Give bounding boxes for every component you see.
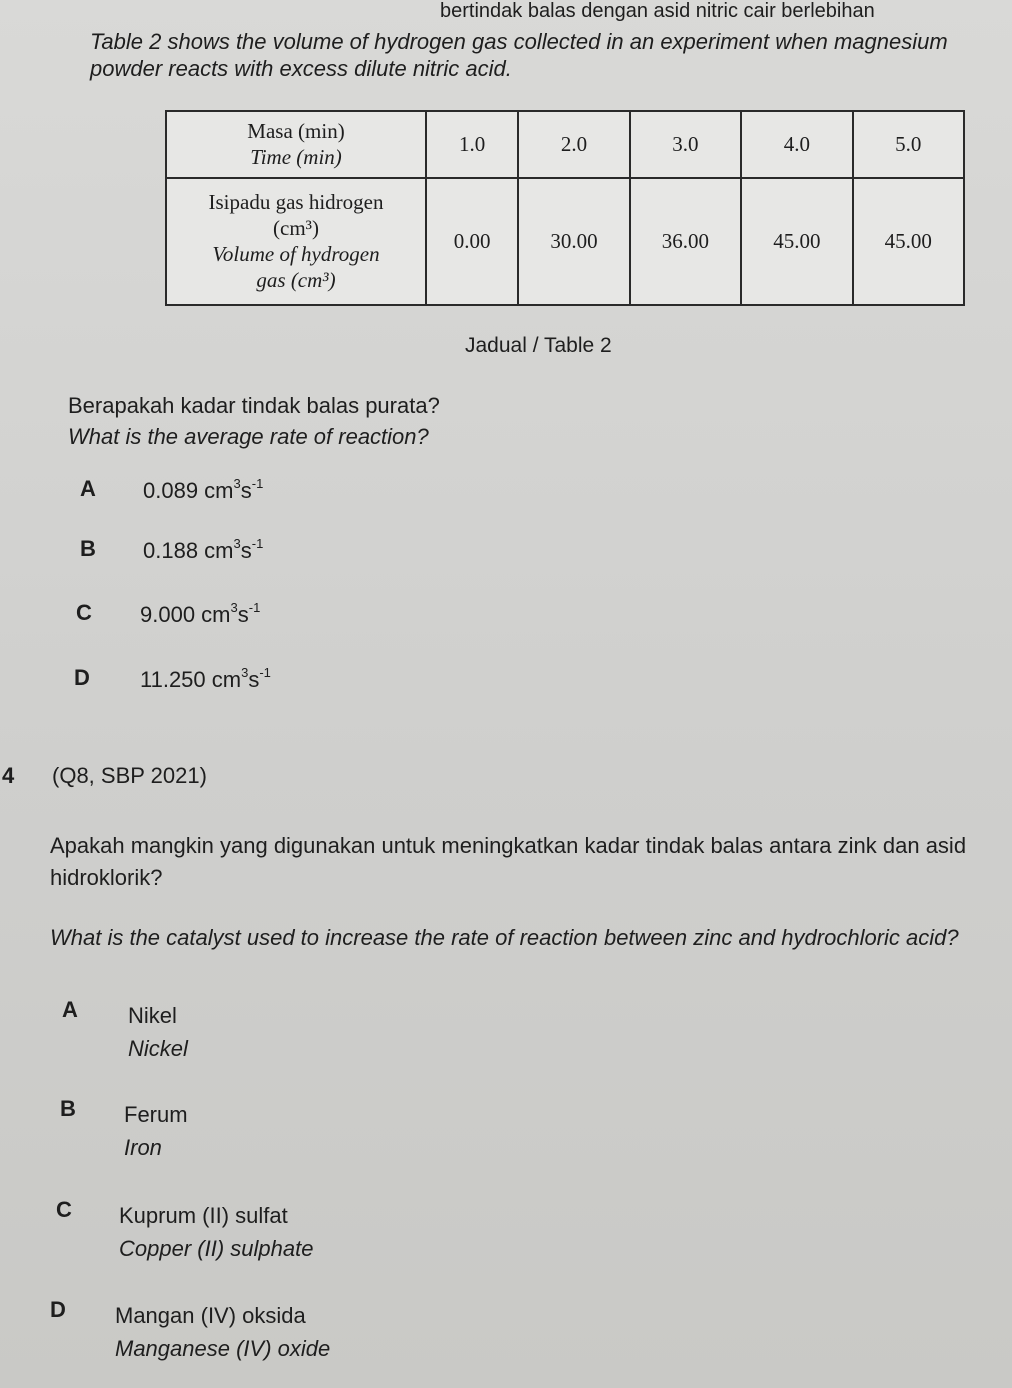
q4-stem-malay: Apakah mangkin yang digunakan untuk meningkatkan kadar tindak balas antara zink dan asid hidroklorik? (50, 833, 967, 890)
volume-cell: 0.00 (426, 178, 518, 305)
option-letter: B (60, 1096, 76, 1121)
q3-stem-english: What is the average rate of reaction? (68, 424, 429, 449)
q4-stem-english: What is the catalyst used to increase the rate of reaction between zinc and hydrochloric acid? (50, 925, 959, 950)
option-letter: C (76, 600, 92, 625)
data-table (165, 110, 965, 306)
q3-option-b (80, 535, 264, 563)
option-english: Nickel (128, 1036, 188, 1061)
option-english: Iron (124, 1135, 162, 1160)
time-cell: 5.0 (853, 111, 964, 178)
label-volume-malay-unit: (cm³) (273, 216, 319, 241)
option-letter: A (62, 997, 78, 1022)
option-value: 9.000 $cm^3s^{-1}$ (140, 599, 261, 627)
volume-cell: 36.00 (630, 178, 741, 305)
q3-stem-malay: Berapakah kadar tindak balas purata? (68, 393, 440, 418)
option-malay: Ferum (124, 1102, 188, 1127)
option-text (124, 1098, 188, 1164)
table-caption: Jadual / Table 2 (465, 334, 612, 357)
option-english: Copper (II) sulphate (119, 1236, 314, 1261)
option-letter: C (56, 1197, 72, 1222)
label-time-english: Time (min) (250, 145, 342, 170)
option-malay: Kuprum (II) sulfat (119, 1203, 288, 1228)
option-letter: D (50, 1297, 66, 1322)
label-volume-english: Volume of hydrogen (212, 242, 380, 267)
time-cell: 1.0 (426, 111, 518, 178)
intro-text: Table 2 shows the volume of hydrogen gas collected in an experiment when magnesium powder reacts with excess dilute nitric acid. (90, 29, 948, 81)
q3-option-c (76, 599, 261, 627)
option-malay: Nikel (128, 1003, 177, 1028)
q3-option-a (80, 475, 264, 503)
volume-cell: 45.00 (741, 178, 852, 305)
option-value: 0.089 $cm^3s^{-1}$ (143, 475, 264, 503)
option-letter: A (80, 476, 96, 501)
table-row-volume (166, 178, 964, 305)
volume-cell: 30.00 (518, 178, 629, 305)
table-row-time (166, 111, 964, 178)
option-text (115, 1299, 330, 1365)
q3-option-d (74, 664, 271, 692)
option-text (119, 1199, 313, 1265)
q4-option-c (56, 1197, 314, 1261)
label-time-malay: Masa (min) (247, 119, 345, 144)
time-cell: 2.0 (518, 111, 629, 178)
row-label-time (166, 111, 426, 178)
q4-option-d (50, 1297, 331, 1361)
option-letter: D (74, 665, 90, 690)
label-volume-english-unit: gas (cm³) (256, 268, 336, 293)
time-cell: 4.0 (741, 111, 852, 178)
option-letter: B (80, 536, 96, 561)
q4-option-a (62, 997, 188, 1061)
time-cell: 3.0 (630, 111, 741, 178)
option-value: 0.188 $cm^3s^{-1}$ (143, 535, 264, 563)
option-text (128, 999, 188, 1065)
option-value: 11.250 $cm^3s^{-1}$ (140, 664, 271, 692)
option-malay: Mangan (IV) oksida (115, 1303, 306, 1328)
option-english: Manganese (IV) oxide (115, 1336, 331, 1361)
row-label-volume (166, 178, 426, 305)
volume-cell: 45.00 (853, 178, 964, 305)
label-volume-malay: Isipadu gas hidrogen (208, 190, 384, 215)
q4-source: (Q8, SBP 2021) (52, 763, 207, 788)
header-malay-fragment: bertindak balas dengan asid nitric cair berlebihan (440, 0, 875, 22)
q4-number: 4 (2, 763, 15, 788)
q4-option-b (60, 1096, 188, 1160)
